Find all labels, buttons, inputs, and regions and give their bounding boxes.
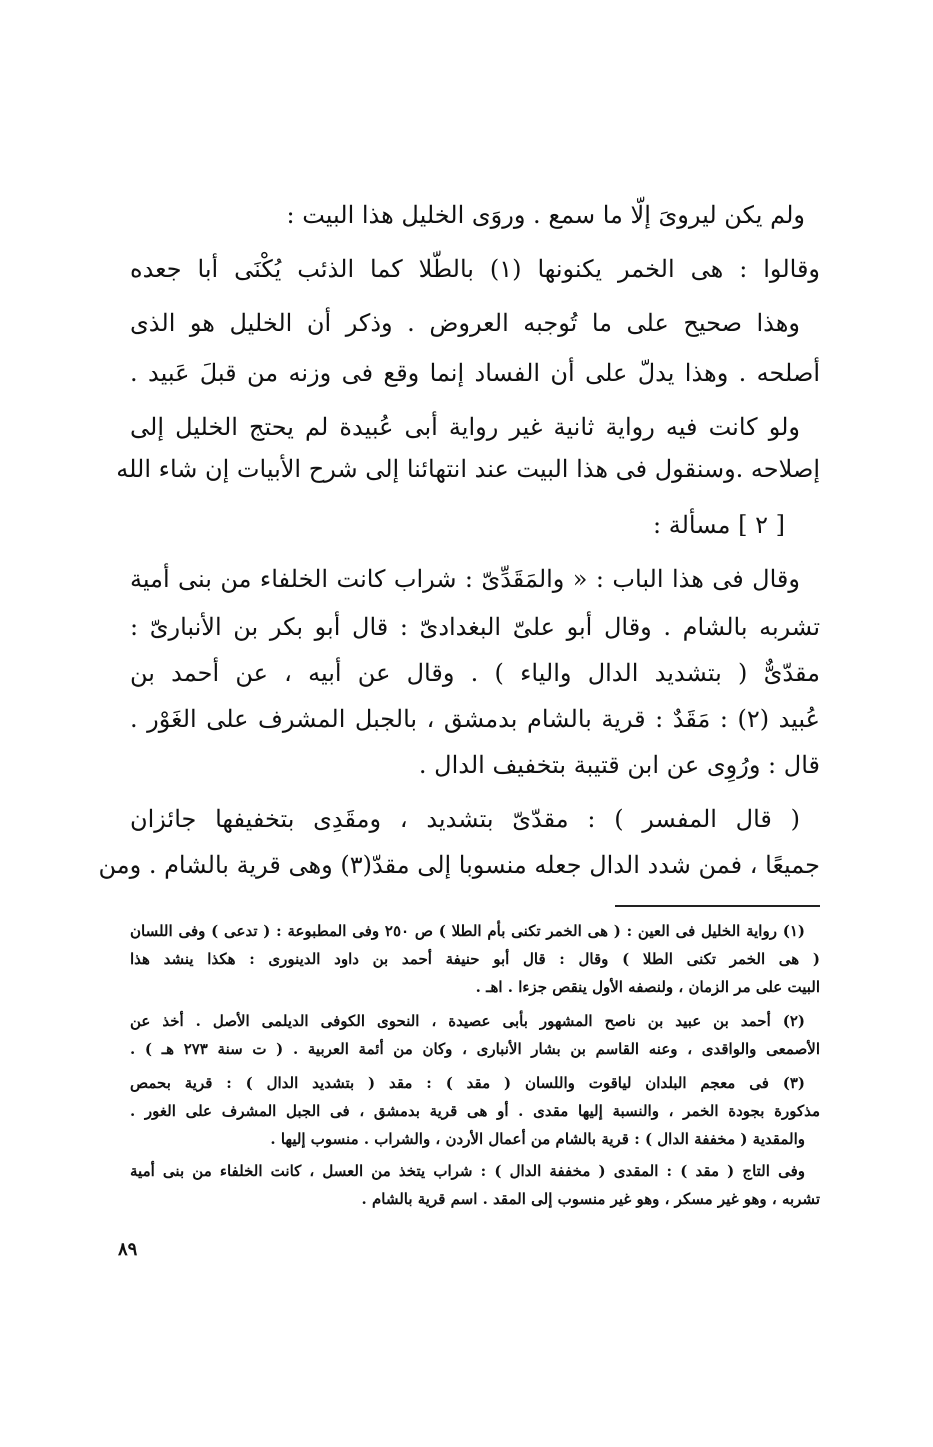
- main-line-2: وقالوا : هى الخمر يكنونها (١) بالطّلا كما الذئب يُكْنَى أبا جعده: [130, 255, 821, 283]
- footnote-line-10: تشربه ، وهو غير مسكر ، وهو غير منسوب إلى المقد . اسم قرية بالشام .: [361, 1190, 820, 1208]
- footnote-line-9: وفى التاج ( مقد ) : المقدى ( مخففة الدال ) : شراب يتخذ من العسل ، كانت الخلفاء من بنى أمية: [130, 1162, 805, 1180]
- main-line-13: ( قال المفسر ) : مقدّىّ بتشديد ، ومقَدِى بتخفيفها جائزان: [130, 805, 800, 833]
- main-line-10: مقدّىٌّ ( بتشديد الدال والياء ) . وقال عن أبيه ، عن أحمد بن: [130, 659, 820, 687]
- footnote-line-8: والمقدية ( مخففة الدال ) : قرية بالشام من أعمال الأردن ، والشراب . منسوب إليها .: [270, 1130, 805, 1148]
- footnote-line-4: (٢) أحمد بن عبيد بن ناصح المشهور بأبى عصيدة ، النحوى الكوفى الديلمى الأصل . أخذ عن: [130, 1012, 805, 1030]
- main-line-11: عُبيد (٢) : مَقَدٌ : قرية بالشام بدمشق ، بالجبل المشرف على الغَوْر .: [130, 705, 820, 733]
- main-line-12: قال : ورُوِى عن ابن قتيبة بتخفيف الدال .: [418, 751, 820, 779]
- main-line-4: أصلحه . وهذا يدلّ على أن الفساد إنما وقع فى وزنه من قبلَ عَبيد .: [130, 359, 820, 387]
- footnote-divider: [615, 905, 820, 907]
- footnote-line-7: مذكورة بجودة الخمر ، والنسبة إليها مقدى . أو هى قرية بدمشق ، فى الجبل المشرف على الغور .: [130, 1102, 820, 1120]
- footnote-line-2: ( هى الخمر تكنى الطلا ) وقال : قال أبو حنيفة أحمد بن داود الدينورى : هكذا ينشد هذا: [130, 950, 820, 968]
- main-line-6: إصلاحه .وسنقول فى هذا البيت عند انتهائنا إلى شرح الأبيات إن شاء الله: [116, 455, 820, 483]
- footnote-line-3: البيت على مر الزمان ، ولنصفه الأول ينقص جزءا . اهـ .: [475, 978, 820, 996]
- main-line-1: ولم يكن ليروىَ إلّا ما سمع . وروَى الخليل هذا البيت :: [286, 201, 805, 229]
- main-line-8: وقال فى هذا الباب : « والمَقَدِّىّ : شراب كانت الخلفاء من بنى أمية: [130, 565, 800, 593]
- main-line-9: تشربه بالشام . وقال أبو علىّ البغدادىّ : قال أبو بكر بن الأنبارىّ :: [130, 613, 820, 641]
- section-heading: [ ٢ ] مسألة :: [653, 511, 785, 539]
- main-line-5: ولو كانت فيه رواية ثانية غير رواية أبى عُبيدة لم يحتج الخليل إلى: [130, 413, 800, 441]
- footnote-line-1: (١) رواية الخليل فى العين : ( هى الخمر تكنى بأم الطلا ) ص ٢٥٠ وفى المطبوعة : ( تدعى ) وفى اللسان: [130, 922, 806, 940]
- footnote-line-6: (٣) فى معجم البلدان لياقوت واللسان ( مقد ) : مقد ( بتشديد الدال ) : قرية بحمص: [130, 1074, 805, 1092]
- footnote-line-5: الأصمعى والواقدى ، وعنه القاسم بن بشار الأنبارى ، وكان من أئمة العربية . ( ت سنة ٢٧٣ هـ ) .: [130, 1040, 820, 1058]
- main-line-3: وهذا صحيح على ما تُوجبه العروض . وذكر أن الخليل هو الذى: [130, 309, 800, 337]
- main-line-14: جميعًا ، فمن شدد الدال جعله منسوبا إلى مقدّ(٣) وهى قرية بالشام . ومن: [98, 851, 820, 879]
- page-number: ٨٩: [118, 1239, 138, 1260]
